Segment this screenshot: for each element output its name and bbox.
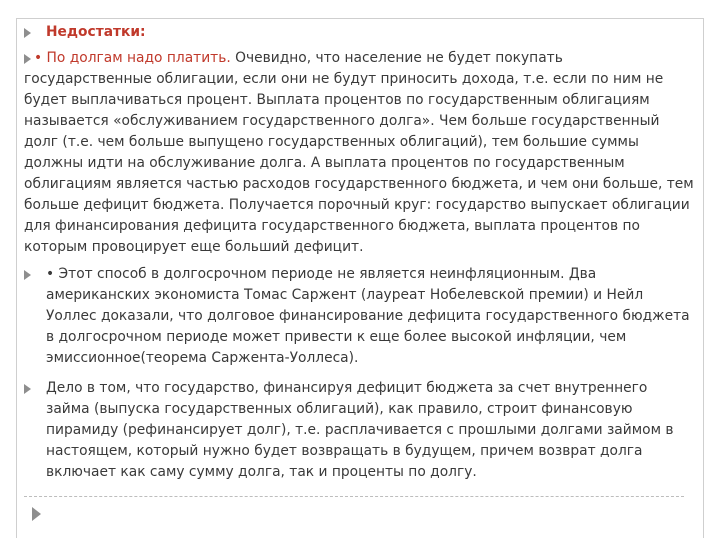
paragraph-inflation [24, 264, 694, 369]
bullet-arrow-icon [24, 28, 31, 38]
heading-text: Недостатки: [46, 24, 146, 40]
bullet-arrow-icon [24, 54, 31, 64]
pyramid-text: Дело в том, что государство, финансируя дефицит бюджета за счет внутреннего займа (выпуска государственных облигаций), как правило, строит финансовую пирамиду (рефинансирует долг), т.е. расплачивается с прошлыми долгами займом в настоящем, который нужно будет возвращать в будущем, причем возврат долга включает как саму сумму долга, так и проценты по долгу. [46, 380, 674, 480]
heading-item [24, 22, 694, 43]
debt-payment-text: Очевидно, что население не будет покупать государственные облигации, если они не будут приносить дохода, т.е. если по ним не будет выплачиваться процент. Выплата процентов по государственным облигациям называется «обслуживанием государственного долга». Чем больше государственный долг (т.е. чем больше выпущено государственных облигаций), тем большие суммы должны идти на обслуживание долга. А выплата процентов по государственным облигациям является частью расходов государственного бюджета, и чем они больше, тем больше дефицит бюджета. Получается порочный круг: государство выпускает облигации для финансирования дефицита государственного бюджета, выплата процентов по которым провоцирует еще больший дефицит. [24, 50, 694, 255]
paragraph-debt-payment [24, 48, 694, 258]
bullet-arrow-icon [24, 270, 31, 280]
debt-payment-lead: • По долгам надо платить. [34, 50, 231, 66]
divider-line [24, 496, 684, 497]
next-arrow-icon [32, 507, 41, 521]
slide-content [24, 22, 694, 483]
inflation-text: • Этот способ в долгосрочном периоде не является неинфляционным. Два американских экономиста Томас Саржент (лауреат Нобелевской премии) и Нейл Уоллес доказали, что долговое финансирование дефицита государственного бюджета в долгосрочном периоде может привести к еще более высокой инфляции, чем эмиссионное(теорема Саржента-Уоллеса). [46, 266, 690, 366]
bullet-arrow-icon [24, 384, 31, 394]
paragraph-pyramid [24, 378, 694, 483]
